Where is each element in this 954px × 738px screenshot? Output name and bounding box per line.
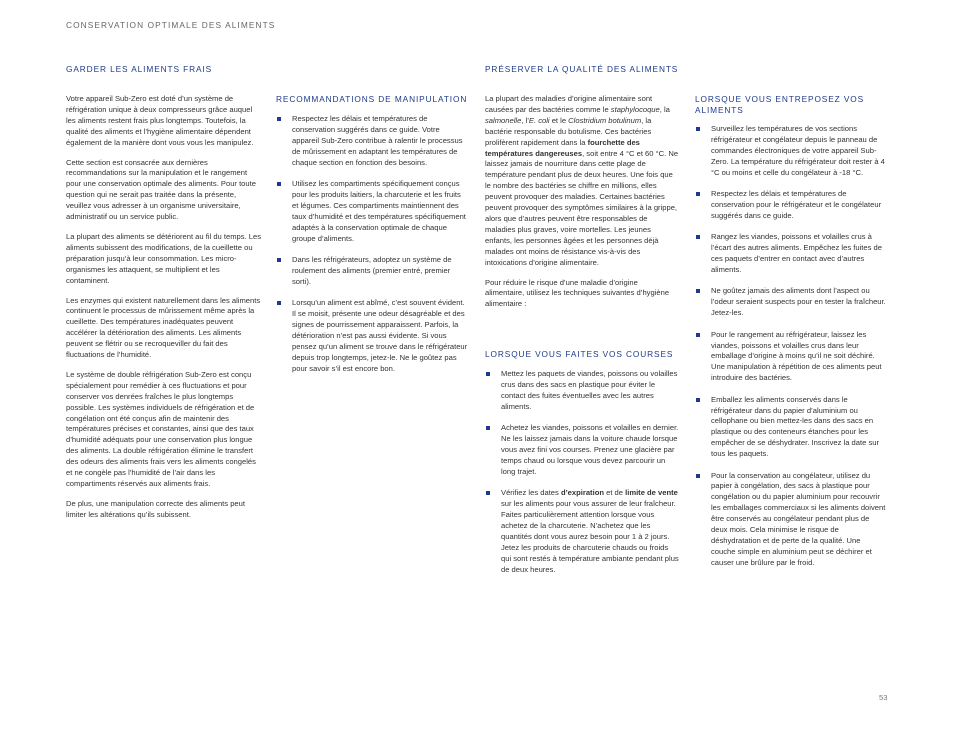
paragraph: Les enzymes qui existent naturellement dans les aliments continuent le processus de mûrissement même après la cueillette. Des températures inadéquates peuvent accélérer la détérioration des aliments. Les aliments peuvent se flétrir ou se recroqueviller du fait des fluctuations de l’humidité. [66, 295, 261, 360]
paragraph: De plus, une manipulation correcte des aliments peut limiter les altérations qu’ils subissent. [66, 498, 245, 519]
bullet-square-icon [696, 398, 700, 402]
list-item: Lorsqu’un aliment est abîmé, c’est souvent évident. Il se moisit, présente une odeur désagréable et des signes de pourrissement apparaissent. Parfois, la détérioration n’est pas aussi évidente. Si vous pensez qu’un aliment se trouve dans le réfrigérateur depuis trop longtemps, jetez-le. Ne le goûtez pas pour savoir s’il est encore bon. [276, 298, 468, 374]
storage-list [695, 124, 887, 579]
shopping-list [485, 369, 679, 586]
paragraph-bacteria: La plupart des maladies d’origine alimentaire sont causées par des bactéries comme le staphylocoque, la salmonelle, l’E. coli et le Clostridium botulinum, la bactérie responsable du botulisme. Ces bactéries prolifèrent rapidement dans la fourchette des températures dangereuses, soit entre 4 °C et 60 °C. Ne laissez jamais de nourriture dans cette plage de température pendant plus de deux heures. Une fois que le nombre des bactéries se chiffre en millions, elles peuvent provoquer des maladies. Certaines bactéries peuvent provoquer des symptômes similaires à la grippe, alors que d’autres peuvent être responsables de maladies plus graves, voire mortelles. Les jeunes enfants, les personnes âgées et les personnes déjà malades ont moins de résistance vis-à-vis des intoxications d’origine alimentaire. [485, 94, 679, 267]
list-item: Ne goûtez jamais des aliments dont l’aspect ou l’odeur seraient suspects pour en tester la fraîcheur. Jetez-les. [695, 286, 887, 319]
bullet-square-icon [696, 333, 700, 337]
page-number: 53 [879, 693, 888, 702]
bullet-square-icon [696, 192, 700, 196]
bullet-square-icon [277, 258, 281, 262]
bullet-square-icon [486, 372, 490, 376]
list-item: Utilisez les compartiments spécifiquement conçus pour les produits laitiers, la charcuterie et les fruits et légumes. Ces compartiments maintiennent des taux d’humidité et des températures spécifiquement adaptés à la conservation optimale de chaque groupe d’aliments. [276, 179, 468, 244]
bullet-square-icon [277, 301, 281, 305]
list-item: Achetez les viandes, poissons et volailles en dernier. Ne les laissez jamais dans la voiture chaude lorsque vous avez fini vos courses. Prenez une glacière par temps chaud ou lorsque vous devez parcourir un long trajet. [485, 423, 679, 478]
bullet-square-icon [696, 474, 700, 478]
list-item: Emballez les aliments conservés dans le réfrigérateur dans du papier d’aluminium ou cellophane ou bien mettez-les dans des sacs en plastique ou des conteneurs étanches pour les empêcher de se déshydrater. Inscrivez la date sur tous les paquets. [695, 395, 887, 460]
bullet-square-icon [696, 289, 700, 293]
paragraph: Cette section est consacrée aux dernières recommandations sur la manipulation et le rangement pour une conservation optimale des aliments. Pour toute question qui ne serait pas traitée dans la présente, veuillez vous adresser à un organisme universitaire, administratif ou un service public. [66, 157, 256, 222]
handling-recommendations-title: RECOMMANDATIONS DE MANIPULATION [276, 94, 468, 104]
shopping-title: LORSQUE VOUS FAITES VOS COURSES [485, 349, 674, 359]
list-item: Respectez les délais et températures de conservation pour le réfrigérateur et le congélateur suggérés dans ce guide. [695, 189, 887, 222]
list-item: Vérifiez les dates d’expiration et de limite de vente sur les aliments pour vous assurer de leur fraîcheur. Faites particulièrement attention lorsque vous achetez de la charcuterie. N’achetez que les quantités dont vous aurez besoin pour 1 à 2 jours. Jetez les produits de charcuterie chauds ou froids qui sont restés à température ambiante pendant plus de deux heures. [485, 488, 679, 575]
list-item: Pour la conservation au congélateur, utilisez du papier à congélation, des sacs à plastique pour congélation ou du papier aluminium pour recouvrir les emballages commerciaux si les aliments doivent être conservés au congélateur pendant plus de deux mois. Cela minimise le risque de déshydratation et de perte de la qualité. Une couche simple en aluminium peut se déchirer et causer une brûlure par le froid. [695, 471, 887, 569]
paragraph: La plupart des aliments se détériorent au fil du temps. Les aliments subissent des modifications, de la cueillette ou préparation jusqu’à leur consommation. Les micro-organismes les attaquent, se multiplient et les contaminent. [66, 231, 262, 285]
bullet-square-icon [277, 117, 281, 121]
bullet-square-icon [696, 127, 700, 131]
paragraph: Votre appareil Sub-Zero est doté d’un système de réfrigération unique à deux compresseurs grâce auquel les aliments restent frais plus longtemps. Toutefois, la qualité des aliments et l’hygiène alimentaire dépendent également de la manière dont vous vous les manipulez. [66, 94, 254, 147]
running-header: CONSERVATION OPTIMALE DES ALIMENTS [66, 20, 276, 30]
section-title-keep-fresh: GARDER LES ALIMENTS FRAIS [66, 64, 213, 74]
handling-recommendations-list [276, 114, 468, 385]
bullet-square-icon [696, 235, 700, 239]
list-item: Surveillez les températures de vos sections réfrigérateur et congélateur depuis le panneau de commandes électroniques de votre appareil Sub-Zero. La température du réfrigérateur doit rester à 4 °C ou moins et celle du congélateur à -18 °C. [695, 124, 887, 179]
paragraph: Pour réduire le risque d’une maladie d’origine alimentaire, utilisez les techniques suivantes d’hygiène alimentaire : [485, 277, 670, 309]
bullet-square-icon [486, 491, 490, 495]
intro-column [66, 94, 262, 530]
list-item: Respectez les délais et températures de conservation suggérés dans ce guide. Votre appareil Sub-Zero contribue à ralentir le processus de mûrissement en adaptant les températures de chaque section en fonction des besoins. [276, 114, 468, 169]
paragraph: Le système de double réfrigération Sub-Zero est conçu spécialement pour remédier à ces fluctuations et pour conserver vos denrées fraîches le plus longtemps possible. Les systèmes individuels de réfrigération et de congélation ont été conçus afin de maintenir des températures précises et constantes, ainsi que des taux d’humidité adéquats pour une conservation plus longue des aliments. La double réfrigération élimine le transfert des odeurs des aliments frais vers les aliments congelés et ne congèle pas l’humidité de l’air dans les compartiments réservés aux aliments frais. [66, 369, 256, 488]
bullet-square-icon [277, 182, 281, 186]
section-title-preserve-quality: PRÉSERVER LA QUALITÉ DES ALIMENTS [485, 64, 679, 74]
bullet-square-icon [486, 426, 490, 430]
quality-column [485, 94, 679, 319]
list-item: Dans les réfrigérateurs, adoptez un système de roulement des aliments (premier entré, premier sorti). [276, 255, 468, 288]
storage-title: LORSQUE VOUS ENTREPOSEZ VOS ALIMENTS [695, 94, 865, 115]
list-item: Rangez les viandes, poissons et volailles crus à l’écart des autres aliments. Empêchez les fuites de ces paquets d’entrer en contact avec d’autres aliments. [695, 232, 887, 276]
list-item: Pour le rangement au réfrigérateur, laissez les viandes, poissons et volailles crus dans leur emballage d’origine à moins qu’il ne soit déchiré. Une manipulation à répétition de ces aliments peut introduire des bactéries. [695, 330, 887, 385]
list-item: Mettez les paquets de viandes, poissons ou volailles crus dans des sacs en plastique pour éviter le contact des fuites éventuelles avec les autres aliments. [485, 369, 679, 413]
